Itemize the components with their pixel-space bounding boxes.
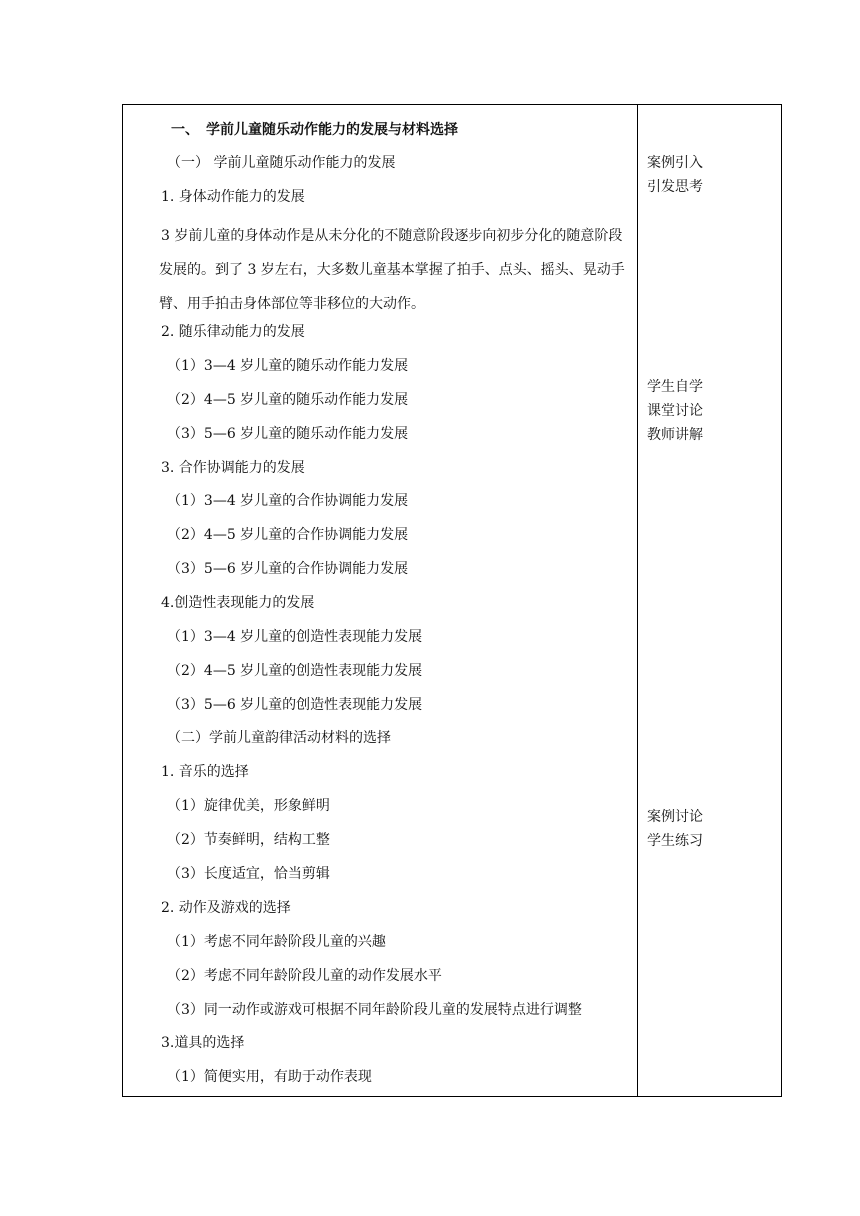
note-line: 案例讨论 xyxy=(647,809,703,825)
subsection-1: （一） 学前儿童随乐动作能力的发展 xyxy=(167,155,396,171)
material-2: 2. 动作及游戏的选择 xyxy=(161,900,291,916)
item-3-2: （2）4—5 岁儿童的合作协调能力发展 xyxy=(167,527,409,543)
column-divider xyxy=(637,105,638,1096)
note-line: 引发思考 xyxy=(647,179,703,195)
method-note-2 xyxy=(647,375,703,447)
item-2: 2. 随乐律动能力的发展 xyxy=(161,324,305,340)
note-line: 课堂讨论 xyxy=(647,403,703,419)
item-4-3: （3）5—6 岁儿童的创造性表现能力发展 xyxy=(167,697,423,713)
item-1: 1. 身体动作能力的发展 xyxy=(161,189,305,205)
method-note-3 xyxy=(647,805,703,853)
material-2-2: （2）考虑不同年龄阶段儿童的动作发展水平 xyxy=(167,968,442,984)
material-2-3: （3）同一动作或游戏可根据不同年龄阶段儿童的发展特点进行调整 xyxy=(167,1002,582,1018)
item-4: 4.创造性表现能力的发展 xyxy=(161,595,315,611)
lesson-table xyxy=(122,104,782,1097)
item-3-1: （1）3—4 岁儿童的合作协调能力发展 xyxy=(167,493,409,509)
note-line: 案例引入 xyxy=(647,155,703,171)
material-1-1: （1）旋律优美，形象鲜明 xyxy=(167,798,330,814)
item-2-2: （2）4—5 岁儿童的随乐动作能力发展 xyxy=(167,392,409,408)
material-1-3: （3）长度适宜，恰当剪辑 xyxy=(167,866,330,882)
material-1-2: （2）节奏鲜明，结构工整 xyxy=(167,832,330,848)
item-2-1: （1）3—4 岁儿童的随乐动作能力发展 xyxy=(167,358,409,374)
item-2-3: （3）5—6 岁儿童的随乐动作能力发展 xyxy=(167,426,409,442)
note-line: 学生自学 xyxy=(647,379,703,395)
section-title: 一、 学前儿童随乐动作能力的发展与材料选择 xyxy=(171,122,458,138)
material-3-1: （1）简便实用，有助于动作表现 xyxy=(167,1069,372,1085)
subsection-2: （二）学前儿童韵律活动材料的选择 xyxy=(167,730,391,746)
material-3: 3.道具的选择 xyxy=(161,1035,245,1051)
item-3-3: （3）5—6 岁儿童的合作协调能力发展 xyxy=(167,561,409,577)
note-line: 教师讲解 xyxy=(647,427,703,443)
item-3: 3. 合作协调能力的发展 xyxy=(161,460,305,476)
material-1: 1. 音乐的选择 xyxy=(161,764,249,780)
method-note-1 xyxy=(647,151,703,199)
note-line: 学生练习 xyxy=(647,833,703,849)
paragraph-1: 3 岁前儿童的身体动作是从未分化的不随意阶段逐步向初步分化的随意阶段发展的。到了 3 岁左右，大多数儿童基本掌握了拍手、点头、摇头、晃动手臂、用手拍击身体部位等非移位的大动作。 xyxy=(159,228,625,312)
item-4-2: （2）4—5 岁儿童的创造性表现能力发展 xyxy=(167,663,423,679)
item-4-1: （1）3—4 岁儿童的创造性表现能力发展 xyxy=(167,629,423,645)
material-2-1: （1）考虑不同年龄阶段儿童的兴趣 xyxy=(167,934,386,950)
